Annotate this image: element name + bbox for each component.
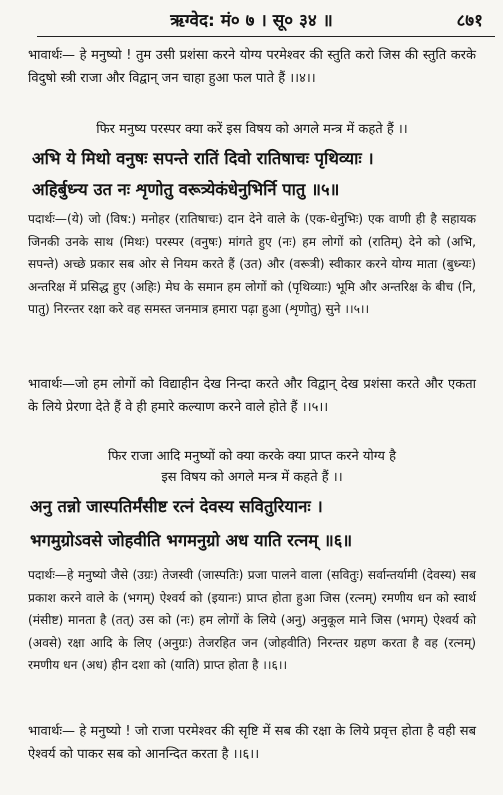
header-title: ऋग्वेद: मं० ७ । सू० ३४ ॥: [170, 11, 333, 31]
bhavarth-5-paragraph: भावार्थः—जो हम लोगों को विद्याहीन देख निन्दा करते और विद्वान् देख प्रशंसा करते और एकता के लिये प्रेरणा देते हैं वे ही हमारे कल्याण करने वाले होते हैं ।।५।।: [28, 377, 476, 415]
header-rule: [37, 36, 495, 37]
padarth-6-paragraph: पदार्थः—हे मनुष्यो जैसे (उग्रः) तेजस्वी (जास्पतिः) प्रजा पालने वाला (सवितुः) सर्वान्तर्यामी (देवस्य) सब प्रकाश करने वाले के (भगम्) ऐश्वर्य को (इयानः) प्राप्त होता हुआ जिस (रत्नम्) रमणीय धन को स्वार्थ (मंसीष्ट) मानता है (तत्) उस को (नः) हम लोगों के लिये (अनु) अनुकूल माने जिस (भगम्) ऐश्वर्य को (अवसे) रक्षा आदि के लिए (अनुग्रः) तेजरहित जन (जोहवीति) निरन्तर ग्रहण करता है वह (रत्नम्) रमणीय धन (अध) हीन दशा को (याति) प्राप्त होता है ।।६।।: [28, 568, 476, 672]
mantra-5-line-1: अभि ये मिथो वनुषः सपन्ते रातिं दिवो रातिषाचः पृथिव्याः ।: [32, 149, 374, 168]
bhavarth-6-paragraph: भावार्थः— हे मनुष्यो ! जो राजा परमेश्वर की सृष्टि में सब की रक्षा के लिये प्रवृत्त होता है वही सब ऐश्वर्य को पाकर सब को आनन्दित करता है ।।६।।: [28, 724, 476, 762]
padarth-5-paragraph: पदार्थः—(ये) जो (विष:) मनोहर (रातिषाचः) दान देने वाले के (एक-धेनुभिः) एक वाणी ही है सहायक जिनकी उनके साथ (मिथः) परस्पर (वनुषः) मांगते हुए (नः) हम लोगों को (रातिम्) देने को (अभि, सपन्ते) अच्छे प्रकार सब ओर से नियम करते हैं (उत) और (वरूत्री) स्वीकार करने योग्य माता (बुध्न्यः) अन्तरिक्ष में प्रसिद्ध हुए (अहिः) मेघ के समान हम लोगों को (पृथिव्याः) भूमि और अन्तरिक्ष के बीच (नि, पातु) निरन्तर रक्षा करे वह समस्त जनमात्र हमारा पढ़ा हुआ (शृणोतु) सुने ।।५।।: [28, 212, 476, 316]
intro-6-line-1: फिर राजा आदि मनुष्यों को क्या करके क्या प्राप्त करने योग्य है: [108, 449, 396, 464]
mantra-6-line-2: भगमुग्रोऽवसे जोहवीति भगमनुग्रो अध याति रत्नम् ॥६॥: [30, 531, 353, 550]
mantra-6-line-1: अनु तन्नो जास्पतिर्मंसीष्ट रत्नं देवस्य सवितुरियानः ।: [30, 497, 323, 516]
page-number: ८७१: [456, 11, 483, 31]
intro-5: फिर मनुष्य परस्पर क्या करें इस विषय को अगले मन्त्र में कहते हैं ।।: [96, 122, 408, 137]
running-header: [0, 6, 503, 32]
mantra-5-line-2: अहिर्बुध्न्य उत नः शृणोतु वरूत्र्येकंधेनुभिर्नि पातु ॥५॥: [32, 180, 340, 199]
bhavarth-4-paragraph: भावार्थः— हे मनुष्यो ! तुम उसी प्रशंसा करने योग्य परमेश्वर की स्तुति करो जिस की स्तुति करके विदुषो स्त्री राजा और विद्वान् जन चाहा हुआ फल पाते हैं ।।४।।: [28, 48, 476, 86]
intro-6-line-2: इस विषय को अगले मन्त्र में कहते हैं ।।: [161, 470, 343, 485]
